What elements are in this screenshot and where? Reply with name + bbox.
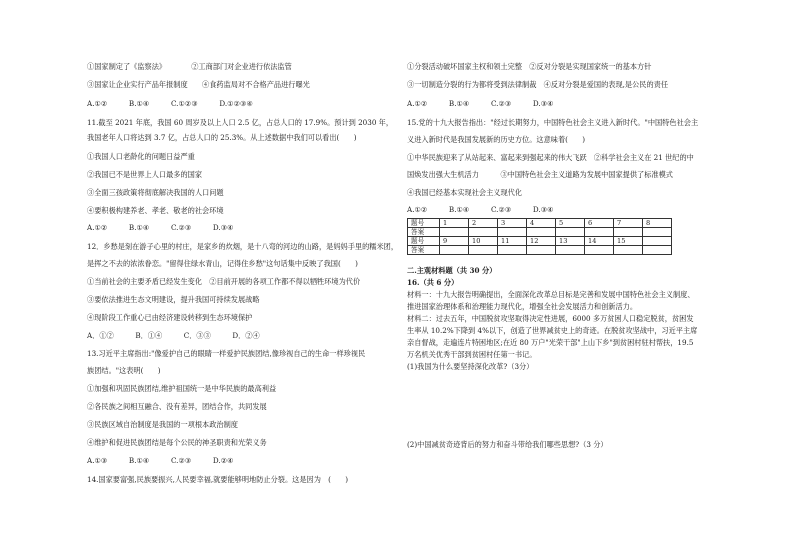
answer-cell[interactable] (556, 246, 585, 255)
q15-option-2: 国焕发出强大生机活力 ③中国特色社会主义道路为发展中国家提供了标准模式 (407, 170, 673, 179)
answer-cell[interactable] (643, 246, 672, 255)
table-cell: 5 (556, 219, 585, 228)
table-row (408, 246, 672, 255)
table-cell: 14 (585, 237, 614, 246)
table-cell: 11 (498, 237, 527, 246)
q16-heading: 16.（共 6 分） (407, 278, 459, 287)
material-2-line-1: 材料二：过去五年，中国脱贫攻坚取得决定性进展，6000 多万贫困人口稳定脱贫，贫困发 (407, 314, 694, 323)
table-cell: 题号 (408, 219, 440, 228)
q12-stem-2: 是挥之不去的浓浓眷恋。"留得住绿水青山，记得住乡愁"这句话集中反映了我国( ) (87, 259, 358, 268)
q13-option-1: ①加强和巩固民族团结,维护祖国统一是中华民族的最高利益 (87, 384, 277, 393)
q14-options-2: ③一切制造分裂的行为都将受到法律制裁 ④反对分裂是爱国的表现,是公民的责任 (407, 80, 669, 89)
q15-answers: A.①② B.①④ C.②③ D.③④ (407, 205, 554, 214)
material-1-line-1: 材料一：十九大报告明确提出，全面深化改革总目标是完善和发展中国特色社会主义制度、 (407, 290, 695, 299)
q13-stem-2: 族团结。"这表明( ) (87, 366, 161, 375)
table-cell: 12 (527, 237, 556, 246)
answer-cell[interactable] (440, 246, 469, 255)
table-cell: 13 (556, 237, 585, 246)
table-row (408, 219, 672, 228)
q12-option-1: ①当前社会的主要矛盾已经发生变化 ②目前开展的各项工作都不得以牺牲环境为代价 (87, 277, 361, 286)
q15-stem-1: 15.党的十九大报告指出："经过长期努力，中国特色社会主义进入新时代。"中国特色社会主 (407, 118, 699, 127)
q11-stem-2: 我国老年人口将达到 3.7 亿，占总人口的 25.3%。从上述数据中我们可以看出( ) (87, 133, 357, 142)
table-cell: 3 (498, 219, 527, 228)
answer-cell[interactable] (614, 228, 643, 237)
table-cell: 4 (527, 219, 556, 228)
q14-options-1: ①分裂活动破坏国家主权和领土完整 ②反对分裂是实现国家统一的基本方针 (407, 62, 652, 71)
table-cell: 答案 (408, 228, 440, 237)
material-2-line-3: 亲自督战，走遍连片特困地区;在近 80 万户"光荣干部"上山下乡"到贫困村驻村帮扶，19.5 (407, 338, 694, 347)
table-cell: 2 (469, 219, 498, 228)
answer-cell[interactable] (585, 228, 614, 237)
answer-cell[interactable] (614, 246, 643, 255)
q10-answers: A.①② B.①④ C.①②③ D.①②③④ (87, 99, 253, 108)
answer-cell[interactable] (469, 246, 498, 255)
table-cell (643, 237, 672, 246)
q15-option-3: ④我国已经基本实现社会主义现代化 (407, 188, 523, 197)
answer-cell[interactable] (498, 228, 527, 237)
q13-option-4: ④维护和促进民族团结是每个公民的神圣职责和光荣义务 (87, 438, 267, 447)
section-2-heading: 二.主观材料题（共 30 分） (407, 266, 497, 275)
table-row (408, 228, 672, 237)
q14-stem: 14.国家要富强,民族要振兴,人民要幸福,就要能够明地防止分裂。这是因为 ( ) (87, 475, 349, 484)
q12-answers: A．①② B．①④ C．③③ D．②④ (87, 331, 260, 340)
table-cell: 8 (643, 219, 672, 228)
answer-cell[interactable] (585, 246, 614, 255)
answer-cell[interactable] (527, 228, 556, 237)
table-cell: 9 (440, 237, 469, 246)
q13-stem-1: 13.习近平主席指出:"像爱护自己的眼睛一样爱护民族团结,像珍视自己的生命一样珍视民 (87, 349, 366, 358)
table-cell: 15 (614, 237, 643, 246)
q11-stem-1: 11.截至 2021 年底，我国 60 周岁及以上人口 2.5 亿，占总人口的 17.9%。预计到 2030 年， (87, 118, 394, 127)
q11-option-4: ④要积极构建养老、孝老、敬老的社会环境 (87, 206, 224, 215)
table-cell: 题号 (408, 237, 440, 246)
answer-cell[interactable] (556, 228, 585, 237)
table-cell: 10 (469, 237, 498, 246)
answer-cell[interactable] (440, 228, 469, 237)
answer-cell[interactable] (498, 246, 527, 255)
table-cell: 6 (585, 219, 614, 228)
answer-table (407, 218, 672, 255)
q15-stem-2: 义进入新时代是我国发展新的历史方位。这意味着( ) (407, 135, 586, 144)
table-row (408, 237, 672, 246)
answer-cell[interactable] (469, 228, 498, 237)
material-2-line-4: 万名机关优秀干部到贫困村任第一书记。 (407, 350, 537, 359)
q11-option-3: ③全面三孩政策将彻底解决我国的人口问题 (87, 188, 224, 197)
q11-option-2: ②我国已不是世界上人口最多的国家 (87, 170, 203, 179)
table-cell: 答案 (408, 246, 440, 255)
q13-option-2: ②各民族之间相互融合、没有差异，团结合作，共同发展 (87, 402, 267, 411)
answer-cell[interactable] (643, 228, 672, 237)
q13-option-3: ③民族区域自治制度是我国的一项根本政治制度 (87, 420, 238, 429)
q12-option-3: ④现阶段工作重心已由经济建设转移到生态环境保护 (87, 313, 253, 322)
q10-options-1: ①国家制定了《监察法》 ②工商部门对企业进行依法监管 (87, 62, 292, 71)
q16-sub-1: (1)我国为什么要坚持深化改革?（3分） (407, 362, 534, 371)
answer-cell[interactable] (527, 246, 556, 255)
q11-option-1: ①我国人口老龄化的问题日益严重 (87, 152, 195, 161)
q13-answers: A.①③ B.①④ C.②③ D.②④ (87, 456, 234, 465)
table-cell: 1 (440, 219, 469, 228)
q12-stem-1: 12．乡愁是刻在游子心里的村庄，是家乡的炊烟，是十八弯的河边的山路，是妈妈手里的糯米团， (87, 242, 399, 251)
q10-options-2: ③国家让企业实行产品年报制度 ④食药监局对不合格产品进行曝光 (87, 80, 310, 89)
q11-answers: A.①② B.①④ C.②③ D.③④ (87, 223, 234, 232)
material-1-line-2: 推进国家治理体系和治理能力现代化，增强全社会发展活力和创新活力。 (407, 302, 638, 311)
q12-option-2: ③要依法推进生态文明建设，提升我国可持续发展战略 (87, 295, 260, 304)
q15-option-1: ①中华民族迎来了从站起来、富起来到强起来的伟大飞跃 ②科学社会主义在 21 世纪的中 (407, 153, 694, 162)
table-cell: 7 (614, 219, 643, 228)
q14-answers: A.①② B.①④ C.②③ D.③④ (407, 99, 554, 108)
material-2-line-2: 生率从 10.2%下降到 4%以下，创造了世界减贫史上的奇迹。在脱贫攻坚战中，习近平主席 (407, 326, 698, 335)
q16-sub-2: (2)中国减贫奇迹背后的努力和奋斗带给我们哪些思想?（3 分） (407, 440, 608, 449)
